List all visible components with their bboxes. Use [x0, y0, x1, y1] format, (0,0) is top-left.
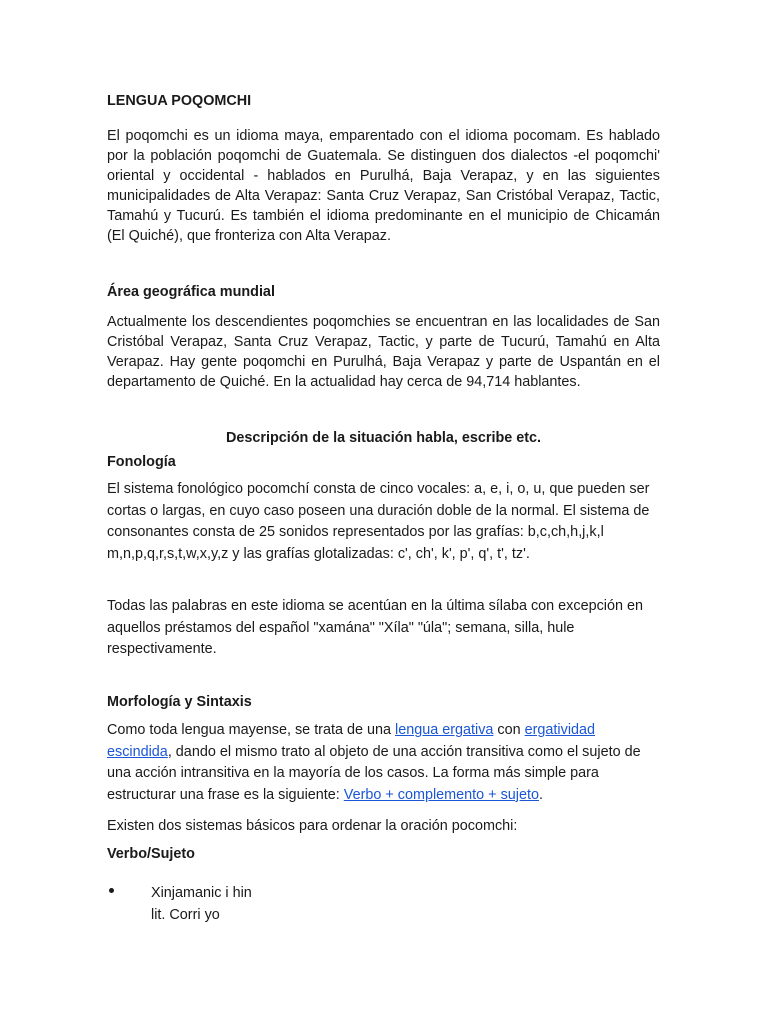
morphology-paragraph-1	[107, 720, 660, 806]
morphology-paragraph-2: Existen dos sistemas básicos para ordenar la oración pocomchi:	[107, 818, 518, 834]
area-heading: Área geográfica mundial	[107, 284, 275, 300]
phonology-heading: Fonología	[107, 454, 176, 470]
list-item-line-1: Xinjamanic i hin	[151, 885, 252, 901]
morphology-text-c: , dando el mismo trato al objeto de una acción transitiva como el sujeto de una acción intransitiva en la mayoría de los casos. La forma más simple para estructurar una frase es la siguiente:	[107, 743, 641, 803]
morphology-heading: Morfología y Sintaxis	[107, 694, 252, 710]
bullet-icon	[109, 888, 114, 893]
phonology-paragraph-2: Todas las palabras en este idioma se acentúan en la última sílaba con excepción en aquellos préstamos del español "xamána" "Xíla" "úla"; semana, silla, hule respectivamente.	[107, 598, 643, 657]
intro-paragraph: El poqomchi es un idioma maya, emparentado con el idioma pocomam. Es hablado por la población poqomchi de Guatemala. Se distinguen dos dialectos -el poqomchi' oriental y occidental - hablados en Purulhá, Baja Verapaz, y en las siguientes municipalidades de Alta Verapaz: Santa Cruz Verapaz, San Cristóbal Verapaz, Tactic, Tamahú y Tucurú. Es también el idioma predominante en el municipio de Chicamán (El Quiché), que fronteriza con Alta Verapaz.	[107, 128, 660, 244]
morphology-text-b: con	[493, 722, 525, 738]
area-paragraph: Actualmente los descendientes poqomchies se encuentran en las localidades de San Cristóbal Verapaz, Santa Cruz Verapaz, Tactic, y parte de Tucurú, Tamahú en Alta Verapaz. Hay gente poqomchi en Purulhá, Baja Verapaz y parte de Uspantán en el departamento de Quiché. En la actualidad hay cerca de 94,714 hablantes.	[107, 314, 660, 390]
morphology-text-a: Como toda lengua mayense, se trata de una	[107, 722, 395, 738]
phonology-paragraph-1: El sistema fonológico pocomchí consta de cinco vocales: a, e, i, o, u, que pueden ser cortas o largas, en cuyo caso poseen una duración doble de la normal. El sistema de consonantes consta de 25 sonidos representados por las grafías: b,c,ch,h,j,k,l m,n,p,q,r,s,t,w,x,y,z y las grafías glotalizadas: c', ch', k', p', q', t', tz'.	[107, 481, 650, 562]
lengua-ergativa-link[interactable]: lengua ergativa	[395, 722, 494, 738]
morphology-text-d: .	[538, 786, 543, 803]
situation-heading: Descripción de la situación habla, escribe etc.	[225, 430, 542, 446]
list-item-line-2: lit. Corri yo	[151, 907, 220, 923]
verbo-complemento-sujeto-link[interactable]: Verbo + complemento + sujeto	[343, 786, 539, 803]
verb-subject-heading: Verbo/Sujeto	[107, 846, 195, 862]
document-title: LENGUA POQOMCHI	[107, 93, 252, 109]
ergatividad-escindida-link[interactable]: ergatividad escindida	[107, 722, 596, 760]
